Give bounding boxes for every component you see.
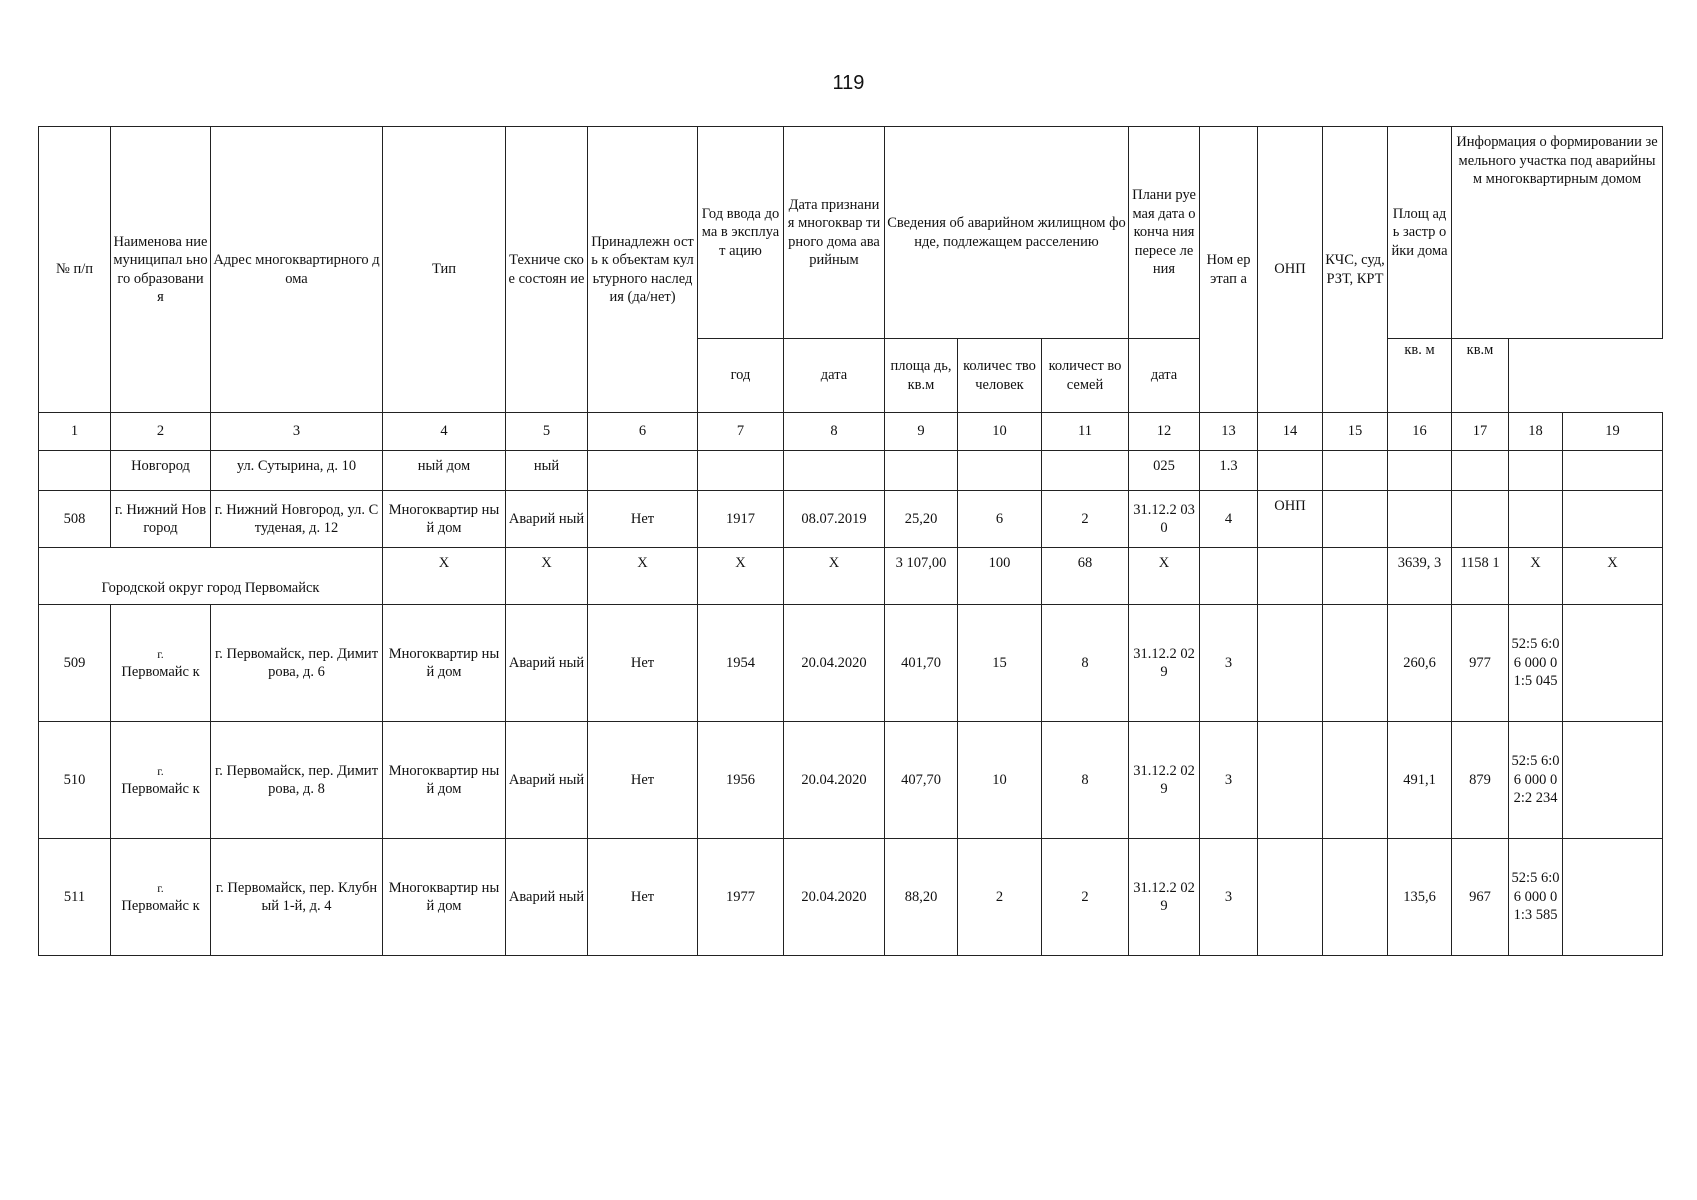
cell-build-area: 135,6	[1388, 839, 1452, 956]
page-number: 119	[832, 72, 865, 94]
cell-condition: Аварий ный	[506, 839, 588, 956]
column-number: 4	[383, 413, 506, 451]
cell-land-area: 977	[1452, 605, 1509, 722]
header-land-plot-info: Информация о формировании земельного участка под аварийным многоквартирным домом	[1452, 127, 1663, 339]
total-cadastral: X	[1509, 548, 1563, 605]
cell-recognized-date: 20.04.2020	[784, 839, 885, 956]
cell-planned-date: 31.12.2 029	[1129, 722, 1200, 839]
cell-families	[1042, 451, 1129, 491]
cell-families: 8	[1042, 605, 1129, 722]
header-kchs: КЧС, суд, РЗТ, КРТ	[1323, 127, 1388, 413]
cell-onp: ОНП	[1258, 491, 1323, 548]
municipality-total-row	[39, 548, 1663, 605]
cell-number: 510	[39, 722, 111, 839]
cell-number: 508	[39, 491, 111, 548]
cell-onp	[1258, 839, 1323, 956]
total-condition: X	[506, 548, 588, 605]
municipality-prefix: г.	[157, 880, 164, 895]
total-label: Городской округ город Первомайск	[39, 548, 383, 605]
cell-land-area	[1452, 451, 1509, 491]
header-planned-date: Плани руемая дата оконча ния пересе ления	[1129, 127, 1200, 339]
subheader-land-area-unit: кв.м	[1452, 339, 1509, 413]
cell-land-area	[1452, 491, 1509, 548]
cell-cadastral: 52:5 6:06 000 02:2 234	[1509, 722, 1563, 839]
cell-kchs	[1323, 491, 1388, 548]
cell-type: Многоквартир ный дом	[383, 491, 506, 548]
cell-planned-date: 31.12.2 029	[1129, 605, 1200, 722]
cell-area: 407,70	[885, 722, 958, 839]
cell-planned-date: 025	[1129, 451, 1200, 491]
cell-stage: 3	[1200, 722, 1258, 839]
header-condition: Техниче ское состоян ие	[506, 127, 588, 413]
cell-land-status	[1563, 491, 1663, 548]
table-row	[39, 722, 1663, 839]
cell-stage: 3	[1200, 839, 1258, 956]
cell-land-status	[1563, 839, 1663, 956]
cell-people: 15	[958, 605, 1042, 722]
cell-build-area: 491,1	[1388, 722, 1452, 839]
cell-municipality	[111, 839, 211, 956]
cell-type: ный дом	[383, 451, 506, 491]
cell-year: 1956	[698, 722, 784, 839]
cell-families: 8	[1042, 722, 1129, 839]
cell-condition: ный	[506, 451, 588, 491]
column-number: 2	[111, 413, 211, 451]
cell-address: г. Первомайск, пер. Димитрова, д. 8	[211, 722, 383, 839]
header-resettlement-info: Сведения об аварийном жилищном фонде, подлежащем расселению	[885, 127, 1129, 339]
cell-year: 1917	[698, 491, 784, 548]
cell-cadastral: 52:5 6:06 000 01:5 045	[1509, 605, 1563, 722]
cell-year	[698, 451, 784, 491]
table-row	[39, 451, 1663, 491]
column-number: 9	[885, 413, 958, 451]
total-recognized-date: X	[784, 548, 885, 605]
cell-kchs	[1323, 839, 1388, 956]
total-type: X	[383, 548, 506, 605]
column-number: 8	[784, 413, 885, 451]
cell-recognized-date: 20.04.2020	[784, 722, 885, 839]
header-stage: Ном ер этап а	[1200, 127, 1258, 413]
cell-land-area: 967	[1452, 839, 1509, 956]
cell-heritage	[588, 451, 698, 491]
cell-people: 6	[958, 491, 1042, 548]
total-land-status: X	[1563, 548, 1663, 605]
cell-people	[958, 451, 1042, 491]
cell-area: 401,70	[885, 605, 958, 722]
column-number: 7	[698, 413, 784, 451]
total-land-area: 1158 1	[1452, 548, 1509, 605]
column-number: 18	[1509, 413, 1563, 451]
emergency-housing-table	[38, 126, 1663, 956]
column-number: 14	[1258, 413, 1323, 451]
cell-area: 88,20	[885, 839, 958, 956]
cell-number: 509	[39, 605, 111, 722]
header-onp: ОНП	[1258, 127, 1323, 413]
header-number: № п/п	[39, 127, 111, 413]
header-commission-year: Год ввода дома в эксплуат ацию	[698, 127, 784, 339]
cell-year: 1977	[698, 839, 784, 956]
subheader-families: количест во семей	[1042, 339, 1129, 413]
cell-cadastral	[1509, 491, 1563, 548]
column-number: 10	[958, 413, 1042, 451]
subheader-area: площа дь, кв.м	[885, 339, 958, 413]
cell-condition: Аварий ный	[506, 605, 588, 722]
municipality-name: Первомайс к	[121, 781, 200, 797]
cell-land-area: 879	[1452, 722, 1509, 839]
cell-families: 2	[1042, 839, 1129, 956]
column-number-row	[39, 413, 1663, 451]
column-number: 15	[1323, 413, 1388, 451]
column-number: 3	[211, 413, 383, 451]
total-stage	[1200, 548, 1258, 605]
header-heritage: Принадлежн ость к объектам культурного наследия (да/нет)	[588, 127, 698, 413]
subheader-planned-date: дата	[1129, 339, 1200, 413]
cell-planned-date: 31.12.2 030	[1129, 491, 1200, 548]
cell-number: 511	[39, 839, 111, 956]
total-build-area: 3639, 3	[1388, 548, 1452, 605]
column-number: 17	[1452, 413, 1509, 451]
cell-heritage: Нет	[588, 839, 698, 956]
cell-kchs	[1323, 451, 1388, 491]
header-recognition-date: Дата признания многоквар тирного дома аварийным	[784, 127, 885, 339]
subheader-year: год	[698, 339, 784, 413]
cell-people: 10	[958, 722, 1042, 839]
header-type: Тип	[383, 127, 506, 413]
total-people: 100	[958, 548, 1042, 605]
cell-municipality: Новгород	[111, 451, 211, 491]
cell-area: 25,20	[885, 491, 958, 548]
cell-municipality: г. Нижний Новгород	[111, 491, 211, 548]
cell-condition: Аварий ный	[506, 491, 588, 548]
total-heritage: X	[588, 548, 698, 605]
cell-condition: Аварий ный	[506, 722, 588, 839]
municipality-prefix: г.	[157, 646, 164, 661]
cell-build-area	[1388, 491, 1452, 548]
total-area: 3 107,00	[885, 548, 958, 605]
cell-type: Многоквартир ный дом	[383, 722, 506, 839]
header-build-area: Площ адь застр ойки дома	[1388, 127, 1452, 339]
column-number: 6	[588, 413, 698, 451]
header-municipality: Наименова ние муниципал ьного образовани я	[111, 127, 211, 413]
cell-kchs	[1323, 722, 1388, 839]
cell-people: 2	[958, 839, 1042, 956]
cell-cadastral: 52:5 6:06 000 01:3 585	[1509, 839, 1563, 956]
cell-kchs	[1323, 605, 1388, 722]
cell-heritage: Нет	[588, 605, 698, 722]
cell-land-status	[1563, 722, 1663, 839]
column-number: 16	[1388, 413, 1452, 451]
cell-onp	[1258, 722, 1323, 839]
table-row	[39, 491, 1663, 548]
cell-land-status	[1563, 451, 1663, 491]
municipality-name: Первомайс к	[121, 898, 200, 914]
cell-municipality	[111, 605, 211, 722]
column-number: 1	[39, 413, 111, 451]
subheader-people: количес тво человек	[958, 339, 1042, 413]
cell-planned-date: 31.12.2 029	[1129, 839, 1200, 956]
cell-build-area	[1388, 451, 1452, 491]
total-planned-date: X	[1129, 548, 1200, 605]
municipality-name: Первомайс к	[121, 664, 200, 680]
cell-land-status	[1563, 605, 1663, 722]
cell-families: 2	[1042, 491, 1129, 548]
column-number: 19	[1563, 413, 1663, 451]
column-number: 12	[1129, 413, 1200, 451]
cell-stage: 1.3	[1200, 451, 1258, 491]
column-number: 11	[1042, 413, 1129, 451]
cell-address: г. Первомайск, пер. Клубный 1-й, д. 4	[211, 839, 383, 956]
cell-address: ул. Сутырина, д. 10	[211, 451, 383, 491]
cell-cadastral	[1509, 451, 1563, 491]
cell-number	[39, 451, 111, 491]
cell-municipality	[111, 722, 211, 839]
cell-recognized-date	[784, 451, 885, 491]
cell-type: Многоквартир ный дом	[383, 605, 506, 722]
cell-onp	[1258, 605, 1323, 722]
table-row	[39, 839, 1663, 956]
total-year: X	[698, 548, 784, 605]
cell-heritage: Нет	[588, 491, 698, 548]
total-families: 68	[1042, 548, 1129, 605]
header-address: Адрес многоквартирного дома	[211, 127, 383, 413]
cell-onp	[1258, 451, 1323, 491]
column-number: 13	[1200, 413, 1258, 451]
cell-address: г. Первомайск, пер. Димитрова, д. 6	[211, 605, 383, 722]
cell-address: г. Нижний Новгород, ул. Студеная, д. 12	[211, 491, 383, 548]
column-number: 5	[506, 413, 588, 451]
table-row	[39, 605, 1663, 722]
total-onp	[1258, 548, 1323, 605]
subheader-build-area-unit: кв. м	[1388, 339, 1452, 413]
cell-year: 1954	[698, 605, 784, 722]
municipality-prefix: г.	[157, 763, 164, 778]
cell-recognized-date: 08.07.2019	[784, 491, 885, 548]
subheader-date: дата	[784, 339, 885, 413]
cell-stage: 3	[1200, 605, 1258, 722]
total-kchs	[1323, 548, 1388, 605]
cell-recognized-date: 20.04.2020	[784, 605, 885, 722]
cell-build-area: 260,6	[1388, 605, 1452, 722]
cell-type: Многоквартир ный дом	[383, 839, 506, 956]
cell-stage: 4	[1200, 491, 1258, 548]
cell-heritage: Нет	[588, 722, 698, 839]
cell-area	[885, 451, 958, 491]
